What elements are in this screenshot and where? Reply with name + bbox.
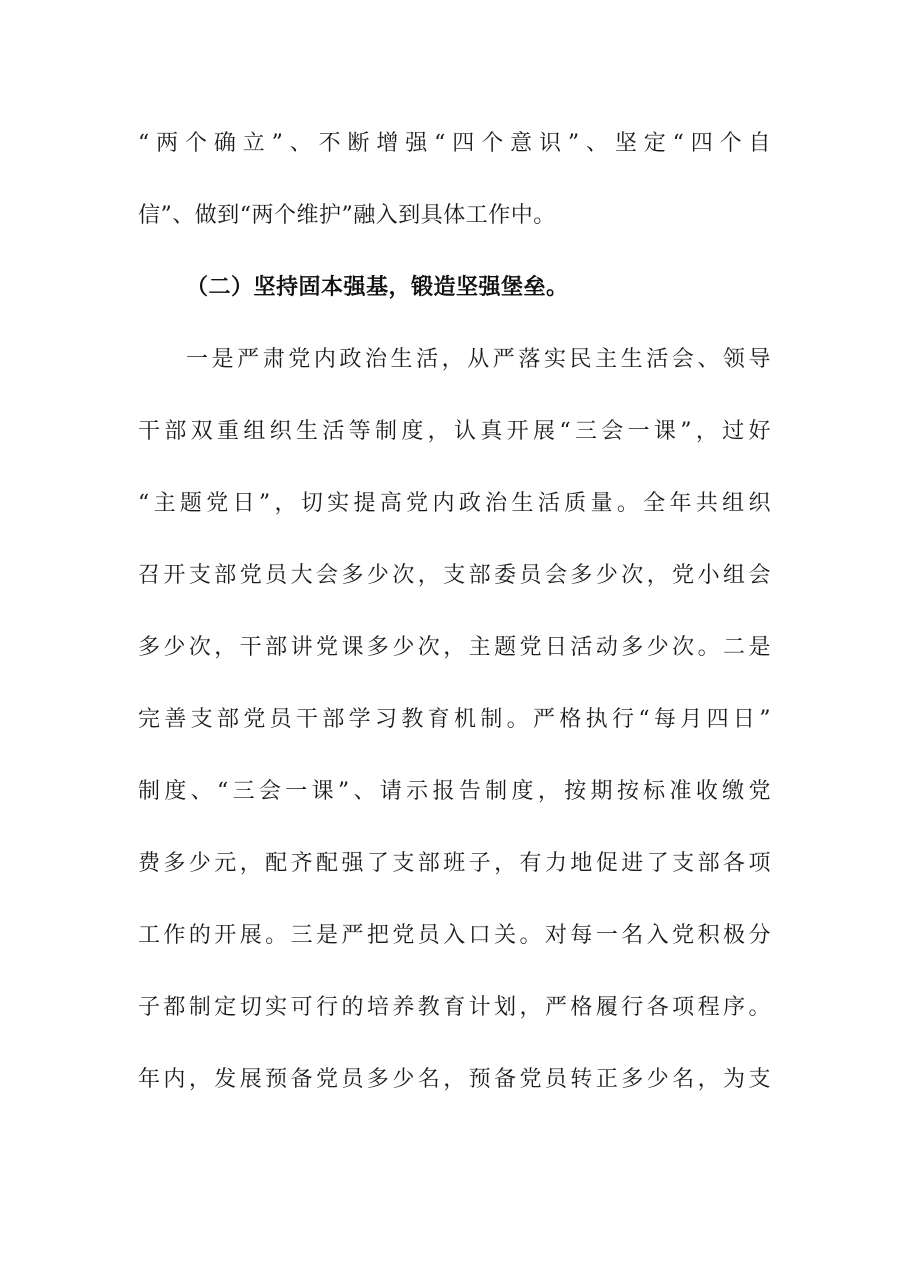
paragraph-2-line-11: 年内，发展预备党员多少名，预备党员转正多少名，为支: [138, 1067, 771, 1092]
paragraph-1-line-1: “两个确立”、不断增强“四个意识”、坚定“四个自: [138, 131, 771, 156]
paragraph-2-line-3: “主题党日”，切实提高党内政治生活质量。全年共组织: [138, 491, 771, 516]
paragraph-1-line-2: 信”、做到“两个维护”融入到具体工作中。: [138, 203, 556, 228]
paragraph-2-line-1: 一是严肃党内政治生活，从严落实民主生活会、领导: [186, 347, 771, 372]
section-heading: （二）坚持固本强基，锻造坚强堡垒。: [186, 275, 569, 300]
paragraph-2-line-2: 干部双重组织生活等制度，认真开展“三会一课”，过好: [138, 419, 771, 444]
paragraph-2-line-7: 制度、“三会一课”、请示报告制度，按期按标准收缴党: [138, 779, 771, 804]
paragraph-2-line-10: 子都制定切实可行的培养教育计划，严格履行各项程序。: [138, 995, 771, 1020]
paragraph-2-line-9: 工作的开展。三是严把党员入口关。对每一名入党积极分: [138, 923, 771, 948]
paragraph-2-line-5: 多少次，干部讲党课多少次，主题党日活动多少次。二是: [138, 635, 771, 660]
paragraph-2-line-8: 费多少元，配齐配强了支部班子，有力地促进了支部各项: [138, 851, 771, 876]
paragraph-2-line-6: 完善支部党员干部学习教育机制。严格执行“每月四日”: [138, 707, 771, 732]
paragraph-2-line-4: 召开支部党员大会多少次，支部委员会多少次，党小组会: [138, 563, 771, 588]
